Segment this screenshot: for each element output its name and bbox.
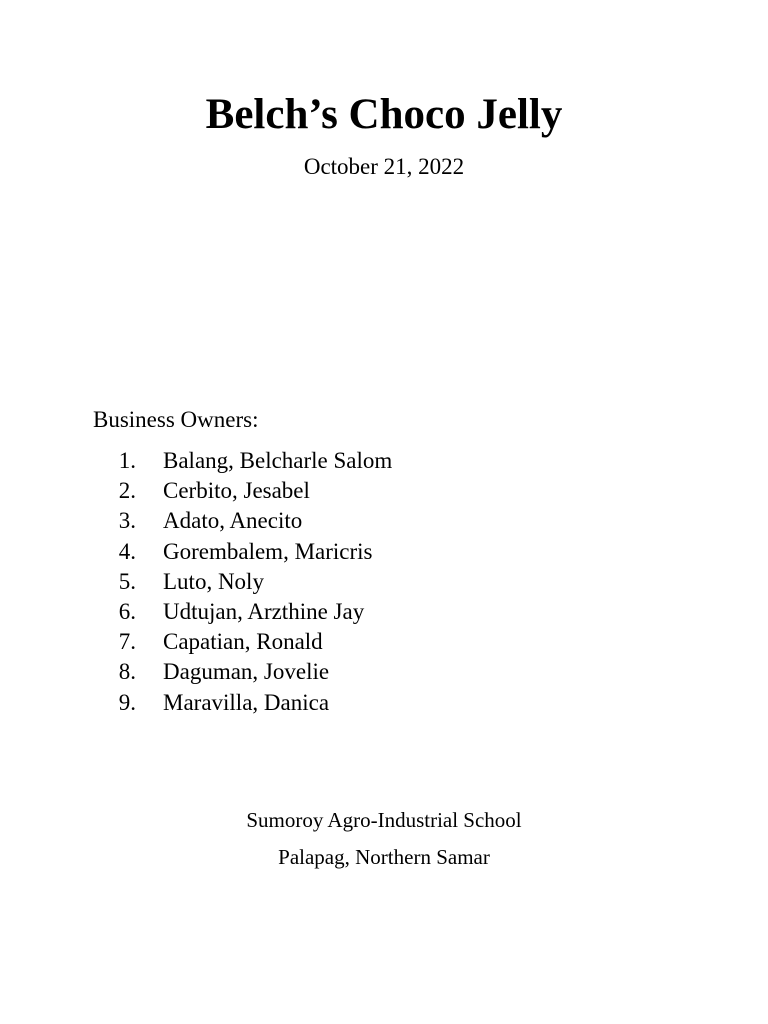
document-title: Belch’s Choco Jelly <box>205 91 563 138</box>
list-item <box>0 657 768 687</box>
owner-name: Cerbito, Jesabel <box>163 478 310 504</box>
list-item-number: 7. <box>118 629 136 655</box>
list-item-number: 5. <box>118 568 136 594</box>
school-location: Palapag, Northern Samar <box>278 845 490 869</box>
list-item-number: 8. <box>118 659 136 685</box>
owner-name: Capatian, Ronald <box>163 629 323 655</box>
list-item <box>0 537 768 567</box>
document-date: October 21, 2022 <box>303 154 465 179</box>
list-item-number: 3. <box>118 508 136 534</box>
business-owners-list <box>0 446 768 718</box>
list-item <box>0 506 768 536</box>
school-name: Sumoroy Agro-Industrial School <box>246 808 522 832</box>
list-item <box>0 597 768 627</box>
owner-name: Udtujan, Arzthine Jay <box>163 598 365 624</box>
owner-name: Daguman, Jovelie <box>163 659 330 685</box>
list-item <box>0 627 768 657</box>
list-item-number: 4. <box>118 538 136 564</box>
list-item <box>0 476 768 506</box>
list-item-number: 9. <box>118 689 136 715</box>
owner-name: Maravilla, Danica <box>163 689 330 715</box>
list-item <box>0 567 768 597</box>
list-item <box>0 446 768 476</box>
owner-name: Gorembalem, Maricris <box>163 538 373 564</box>
list-item-number: 6. <box>118 598 136 624</box>
list-item <box>0 688 768 718</box>
owner-name: Balang, Belcharle Salom <box>163 448 393 473</box>
list-item-number: 2. <box>118 478 136 504</box>
owner-name: Luto, Noly <box>163 568 264 594</box>
owner-name: Adato, Anecito <box>163 508 303 534</box>
business-owners-label: Business Owners: <box>93 407 259 432</box>
list-item-number: 1. <box>118 448 136 473</box>
